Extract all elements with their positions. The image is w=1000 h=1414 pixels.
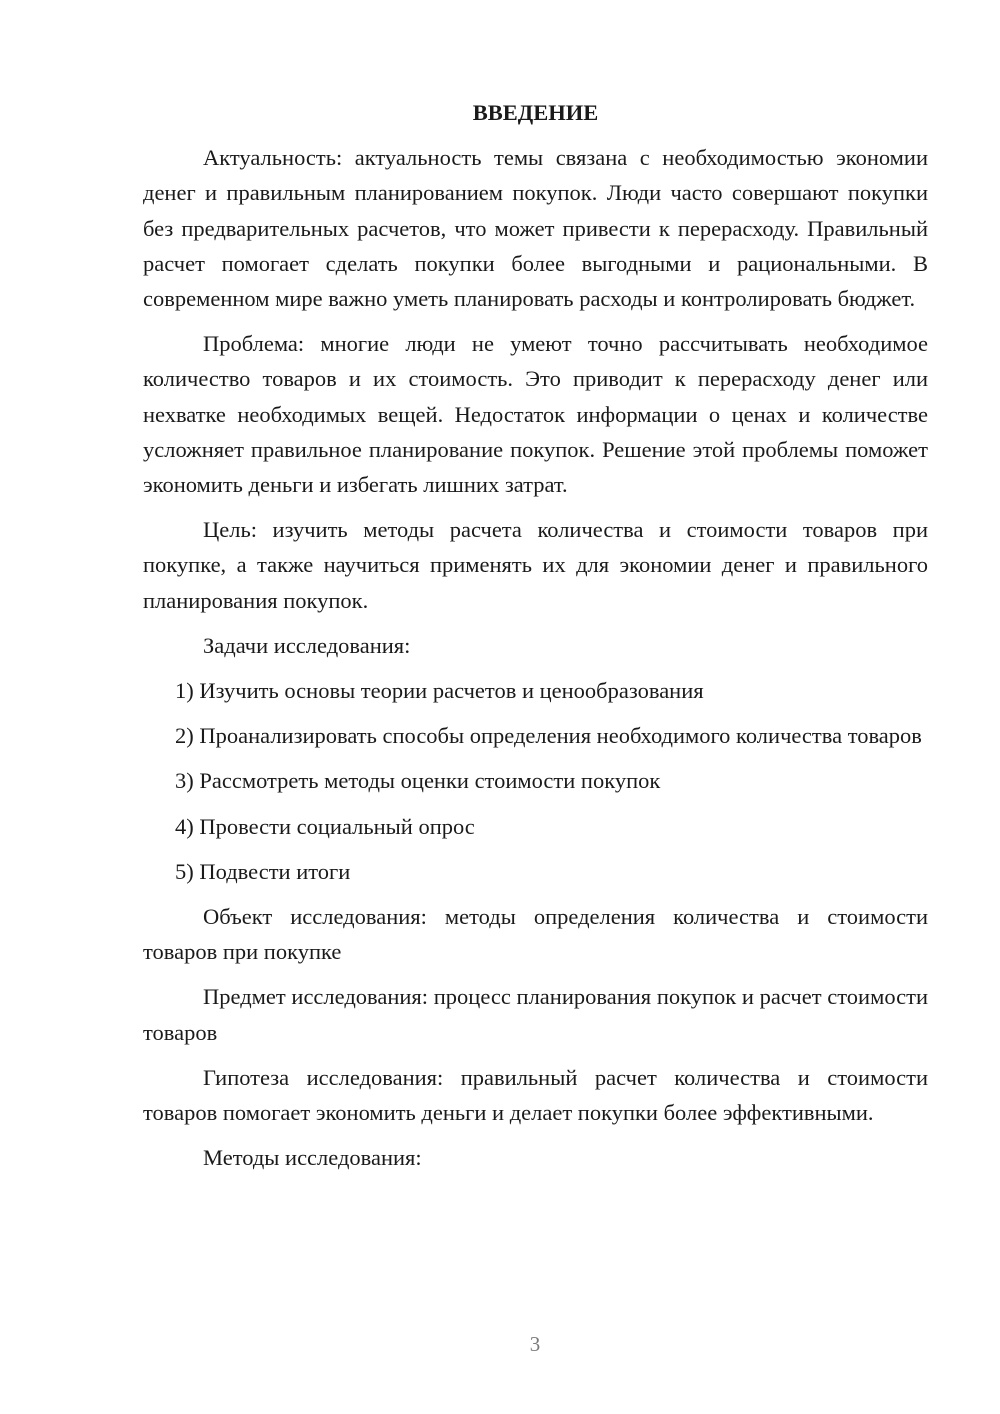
task-item-3: 3) Рассмотреть методы оценки стоимости покупок — [175, 768, 661, 794]
relevance-paragraph: Актуальность: актуальность темы связана с необходимостью экономии денег и правильным планированием покупок. Люди часто совершают покупки без предварительных расчетов, что может привести к перерасходу. Правильный расчет помогает сделать покупки более выгодными и рациональными. В современном мире важно уметь планировать расходы и контролировать бюджет. — [143, 145, 928, 312]
page-number: 3 — [529, 1332, 541, 1356]
section-heading: ВВЕДЕНИЕ — [472, 100, 599, 125]
task-item-1: 1) Изучить основы теории расчетов и ценообразования — [175, 678, 704, 704]
page-content — [143, 95, 928, 1175]
problem-paragraph: Проблема: многие люди не умеют точно рассчитывать необходимое количество товаров и их стоимость. Это приводит к перерасходу денег или нехватке необходимых вещей. Недостаток информации о ценах и количестве усложняет правильное планирование покупок. Решение этой проблемы поможет экономить деньги и избегать лишних затрат. — [143, 331, 928, 498]
task-item-2: 2) Проанализировать способы определения необходимого количества товаров — [175, 723, 922, 749]
task-item-4: 4) Провести социальный опрос — [175, 813, 475, 839]
hypothesis-paragraph: Гипотеза исследования: правильный расчет количества и стоимости товаров помогает экономить деньги и делает покупки более эффективными. — [143, 1064, 928, 1126]
goal-paragraph: Цель: изучить методы расчета количества и стоимости товаров при покупке, а также научиться применять их для экономии денег и правильного планирования покупок. — [143, 517, 928, 613]
methods-heading: Методы исследования: — [203, 1145, 422, 1171]
tasks-heading: Задачи исследования: — [203, 632, 411, 658]
object-paragraph: Объект исследования: методы определения количества и стоимости товаров при покупке — [143, 904, 928, 965]
subject-paragraph: Предмет исследования: процесс планирования покупок и расчет стоимости товаров — [143, 984, 928, 1045]
task-item-5: 5) Подвести итоги — [175, 858, 351, 884]
